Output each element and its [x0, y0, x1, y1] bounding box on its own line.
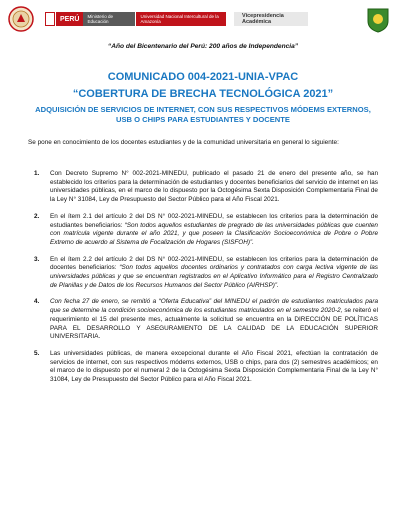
item-text — [50, 170, 378, 205]
list-item — [28, 170, 378, 205]
item-number: 3. — [34, 255, 40, 263]
peru-shield-icon — [45, 12, 55, 26]
intro-paragraph: Se pone en conocimiento de los docentes estudiantes y de la comunidad universitaria en general lo siguiente: — [28, 139, 339, 146]
letterhead — [0, 4, 406, 32]
item-number: 5. — [34, 349, 40, 357]
item-quote: “Son todos aquellos estudiantes de pregrado de las universidades públicas que cuenten con matrícula vigente durante el año 2021, y que poseen la Clasificación Socioeconómica de Pobre o Pobre Extremo de acuerdo al Sistema de Focalización de Hogares (SISFOH)”. — [50, 221, 378, 246]
item-text — [50, 256, 378, 291]
communique-subtitle: ADQUISICIÓN DE SERVICIOS DE INTERNET, CON SUS RESPECTIVOS MÓDEMS EXTERNOS, USB O CHIPS PARA ESTUDIANTES Y DOCENTE — [35, 105, 371, 124]
list-item — [28, 350, 378, 385]
item-text — [50, 350, 378, 385]
office-crest-icon — [364, 7, 392, 33]
item-text-part: En el ítem 2.1 del artículo 2 del DS N° 002-2021-MINEDU, se establecen los criterios para la determinación de estudiantes beneficiarios: — [50, 212, 378, 229]
communique-number: COMUNICADO 004-2021-UNIA-VPAC — [107, 71, 299, 83]
item-number: 2. — [34, 212, 40, 220]
item-number: 4. — [34, 298, 40, 306]
communique-title: “COBERTURA DE BRECHA TECNOLÓGICA 2021” — [72, 88, 334, 100]
item-quote: “Son todos aquellos docentes ordinarios y contratados con carga lectiva vigente de las universidades públicas y que se encuentran registrados en el Aplicativo Informático para el Registro Centralizado de Planillas y de Datos de los Recursos Humanos del Sector Público (AIRHSP)”. — [50, 264, 378, 289]
item-text-part: se reiteró el requerimiento el 15 del presente mes, actualmente la solicitud se encuentra en la DIRECCIÓN DE POLÍTICAS PARA EL DESARROLLO Y ASEGURAMIENTO DE LA CALIDAD DE LA EDUCACIÓN SUPERIOR UNIVERSITARIA. — [50, 307, 378, 341]
numbered-list — [28, 170, 378, 393]
item-text-part: Con Decreto Supremo N° 002-2021-MINEDU, publicado el pasado 21 de enero del presente año, se han establecido los criterios para la determinación de estudiantes y docentes beneficiarios del servicio de internet en las universidades públicas, en el marco de lo dispuesto por la Octogésima Sexta Disposición Complementaria Final de la Ley N° 31084, Ley de Presupuesto del Sector Público para el Año Fiscal 2021. — [50, 170, 378, 204]
university-label: Universidad Nacional Intercultural de la Amazonía — [136, 12, 226, 26]
university-seal-icon — [7, 6, 35, 32]
item-text — [50, 298, 378, 342]
item-text-part: En el ítem 2.2 del artículo 2 del DS N° 002-2021-MINEDU, se establecen los criterios para la determinación de docentes beneficiarios: — [50, 255, 378, 272]
list-item — [28, 298, 378, 342]
peru-label: PERÚ — [56, 12, 83, 26]
item-text — [50, 213, 378, 248]
item-text-part: Las universidades públicas, de manera excepcional durante el Año Fiscal 2021, efectúan la contratación de servicios de internet, con sus respectivos módems externos, USB o chips, para dos (2) semestres académicos; en el marco de lo dispuesto por el numeral 2 de la Octogésima Sexta Disposición Complementaria Final de la Ley N° 31084, Ley de Presupuesto del Sector Público para el Año Fiscal 2021. — [50, 349, 378, 384]
item-number: 1. — [34, 170, 40, 177]
year-motto: “Año del Bicentenario del Perú: 200 años de Independencia” — [107, 43, 299, 50]
item-text-part: Con fecha 27 de enero, se remitió a “Oferta Educativa” del MINEDU el padrón de estudiantes matriculados para que se determine la condición socioeconómica de los estudiantes matriculados en el semestre 2020-2, — [50, 298, 378, 315]
list-item — [28, 256, 378, 291]
ministry-banner — [45, 12, 226, 26]
list-item — [28, 213, 378, 248]
office-label: Vicepresidencia Académica — [234, 12, 308, 26]
ministry-label: Ministerio de Educación — [83, 12, 135, 26]
